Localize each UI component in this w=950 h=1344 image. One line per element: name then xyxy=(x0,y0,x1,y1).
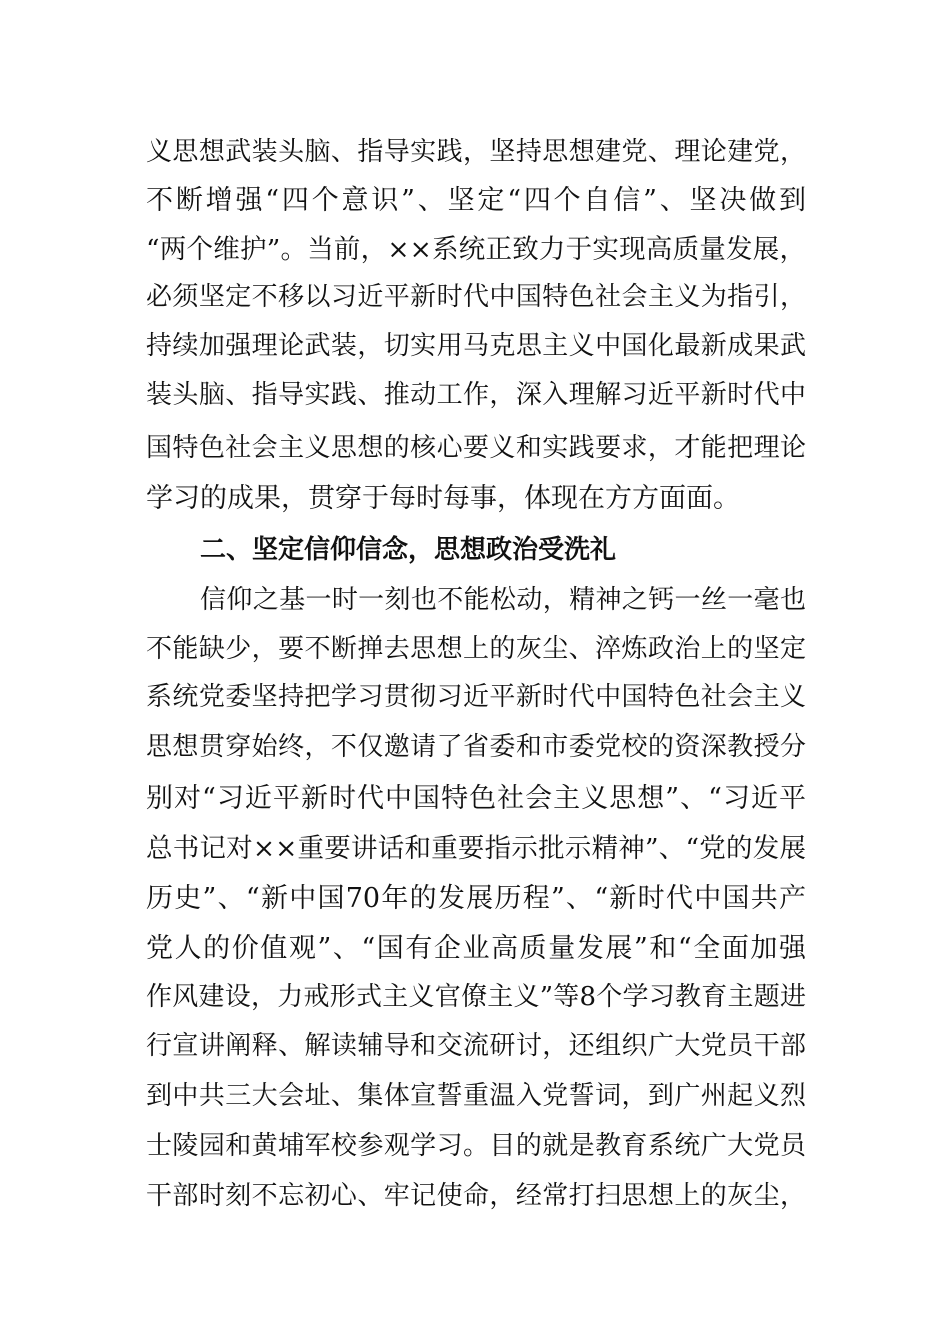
paragraph-line: 党人的价值观”、“国有企业高质量发展”和“全面加强 xyxy=(146,933,806,964)
paragraph-line: 别对“习近平新时代中国特色社会主义思想”、“习近平 xyxy=(146,783,806,814)
paragraph-line: 历史”、“新中国70年的发展历程”、“新时代中国共产 xyxy=(146,883,806,914)
section-heading: 二、坚定信仰信念，思想政治受洗礼 xyxy=(200,535,617,565)
paragraph-line: 信仰之基一时一刻也不能松动，精神之钙一丝一毫也 xyxy=(200,585,806,615)
paragraph-line: 思想贯穿始终，不仅邀请了省委和市委党校的资深教授分 xyxy=(146,732,806,762)
paragraph-line: 国特色社会主义思想的核心要义和实践要求，才能把理论 xyxy=(146,433,806,463)
paragraph-line: 不能缺少，要不断掸去思想上的灰尘、淬炼政治上的坚定 xyxy=(146,634,806,664)
paragraph-line: 必须坚定不移以习近平新时代中国特色社会主义为指引， xyxy=(146,282,806,312)
paragraph-line: 干部时刻不忘初心、牢记使命，经常打扫思想上的灰尘， xyxy=(146,1181,806,1211)
paragraph-line: 总书记对××重要讲话和重要指示批示精神”、“党的发展 xyxy=(146,833,806,864)
paragraph-line: 持续加强理论武装，切实用马克思主义中国化最新成果武 xyxy=(146,331,806,361)
paragraph-line: 学习的成果，贯穿于每时每事，体现在方方面面。 xyxy=(146,483,740,514)
paragraph-line: “两个维护”。当前，××系统正致力于实现高质量发展， xyxy=(146,234,806,265)
paragraph-line: 不断增强“四个意识”、坚定“四个自信”、坚决做到 xyxy=(146,185,806,216)
paragraph-line: 到中共三大会址、集体宣誓重温入党誓词，到广州起义烈 xyxy=(146,1081,806,1111)
paragraph-line: 作风建设，力戒形式主义官僚主义”等8个学习教育主题进 xyxy=(146,982,806,1012)
paragraph-line: 士陵园和黄埔军校参观学习。目的就是教育系统广大党员 xyxy=(146,1131,806,1161)
paragraph-line: 义思想武装头脑、指导实践，坚持思想建党、理论建党， xyxy=(146,137,806,167)
paragraph-line: 装头脑、指导实践、推动工作，深入理解习近平新时代中 xyxy=(146,380,806,410)
paragraph-line: 行宣讲阐释、解读辅导和交流研讨，还组织广大党员干部 xyxy=(146,1031,806,1061)
paragraph-line: 系统党委坚持把学习贯彻习近平新时代中国特色社会主义 xyxy=(146,682,806,712)
